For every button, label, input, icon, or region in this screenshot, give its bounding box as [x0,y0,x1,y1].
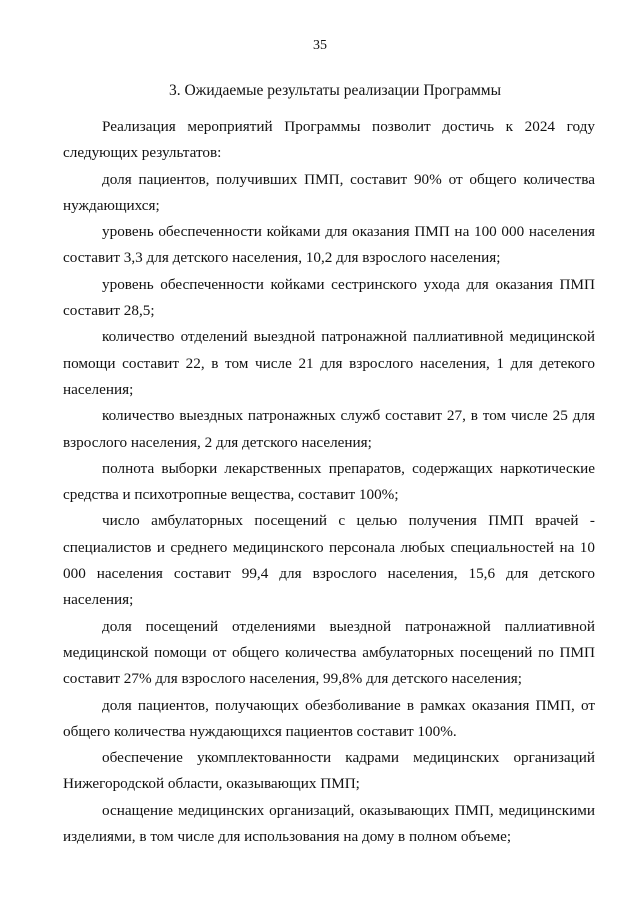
result-item-patients-share: доля пациентов, получивших ПМП, составит 90% от общего количества нуждающихся; [63,170,595,214]
result-item-pain-relief: доля пациентов, получающих обезболивание в рамках оказания ПМП, от общего количества нуждающихся пациентов составит 100%. [63,696,595,740]
section-title: 3. Ожидаемые результаты реализации Программы [168,82,502,99]
body-text [63,114,595,850]
result-item-staffing: обеспечение укомплектованности кадрами медицинских организаций Нижегородской области, оказывающих ПМП; [63,749,595,793]
result-item-bed-provision: уровень обеспеченности койками для оказания ПМП на 100 000 населения составит 3,3 для детского населения, 10,2 для взрослого населения; [63,223,595,267]
result-item-equipment: оснащение медицинских организаций, оказывающих ПМП, медицинскими изделиями, в том числе для использования на дому в полном объеме; [63,801,595,846]
result-item-nursing-beds: уровень обеспеченности койками сестринского ухода для оказания ПМП составит 28,5; [63,275,595,320]
page-number: 35 [313,38,327,53]
intro-paragraph: Реализация мероприятий Программы позволит достичь к 2024 году следующих результатов: [63,118,595,162]
result-item-visit-share: доля посещений отделениями выездной патронажной паллиативной медицинской помощи от общего количества амбулаторных посещений по ПМП составит 27% для взрослого населения, 99,8% для детского населения; [63,617,595,688]
result-item-outpatient-visits: число амбулаторных посещений с целью получения ПМП врачей - специалистов и среднего медицинского персонала любых специальностей на 10 000 населения составит 99,4 для взрослого населения, 15,6 для детского населения; [63,512,595,609]
result-item-drug-selection: полнота выборки лекарственных препаратов, содержащих наркотические средства и психотропные вещества, составит 100%; [63,459,595,504]
result-item-services-count: количество выездных патронажных служб составит 27, в том числе 25 для взрослого населения, 2 для детского населения; [63,407,595,451]
result-item-departments-count: количество отделений выездной патронажной паллиативной медицинской помощи составит 22, в том числе 21 для взрослого населения, 1 для детекого населения; [63,328,595,398]
